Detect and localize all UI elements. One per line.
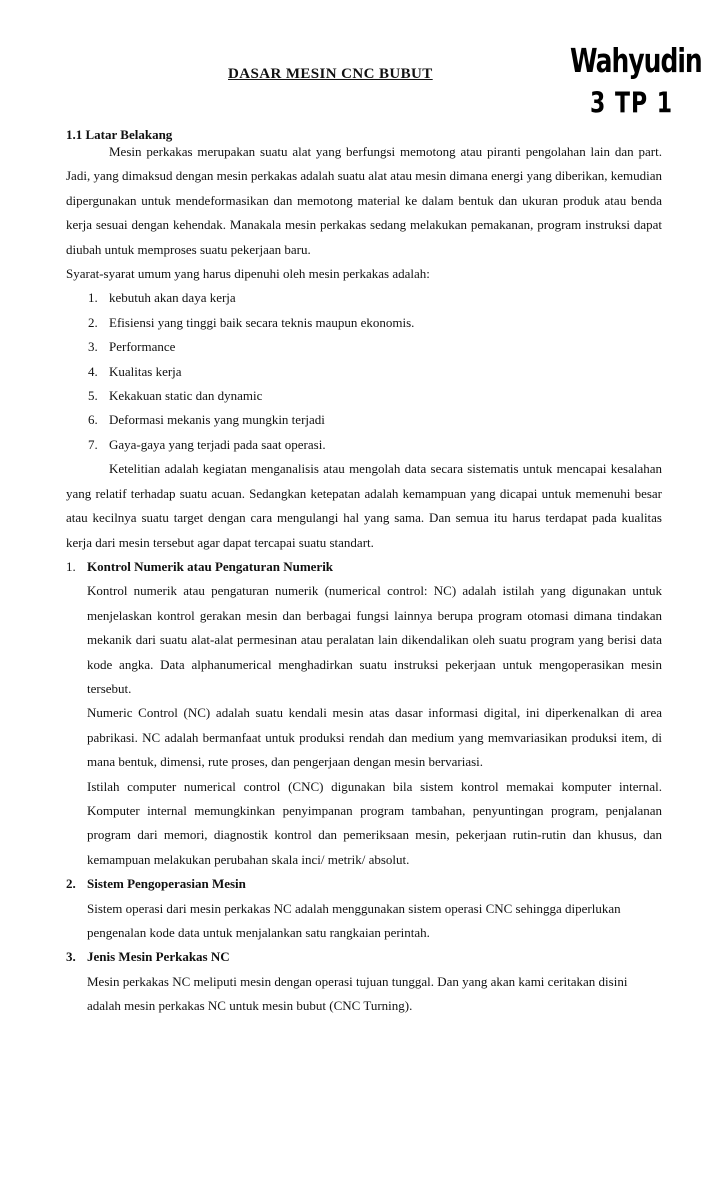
list-item-text: Performance	[109, 339, 176, 355]
subsection-title: Jenis Mesin Perkakas NC	[87, 949, 230, 965]
list-item-number: 6.	[88, 412, 98, 428]
list-item-text: Deformasi mekanis yang mungkin terjadi	[109, 412, 325, 428]
section-heading: 1.1 Latar Belakang	[66, 127, 173, 142]
subsection-paragraph: Istilah computer numerical control (CNC) digunakan bila sistem kontrol memakai komputer internal. Komputer internal memungkinkan penyimpanan program tambahan, penyuntingan program, penjalanan program dari memori, diagnostik kontrol dan pemeriksaan mesin, pekerjaan rutin-rutin dan khusus, dan kemampuan melakukan perubahan skala inci/ metrik/ absolut.	[87, 778, 662, 867]
list-item-number: 2.	[88, 314, 98, 330]
requirements-list	[66, 286, 662, 457]
subsection-number: 1.	[66, 558, 76, 574]
list-item-text: Efisiensi yang tinggi baik secara teknis maupun ekonomis.	[109, 314, 415, 330]
list-item	[66, 433, 662, 457]
list-item-text: kebutuh akan daya kerja	[109, 290, 236, 306]
list-item	[66, 286, 662, 310]
intro-paragraph: Mesin perkakas merupakan suatu alat yang berfungsi memotong atau piranti pengolahan lain dan part. Jadi, yang dimaksud dengan mesin perkakas adalah suatu alat atau mesin dimana energi yang diberikan, kemudian dipergunakan untuk mendeformasikan dan memotong material ke dalam bentuk dan ukuran produk atau benda kerja sesuai dengan kehendak. Manakala mesin perkakas sedang melakukan pemakanan, program instruksi dapat diubah untuk memproses suatu pekerjaan baru.	[66, 144, 662, 257]
list-item-number: 4.	[88, 363, 98, 379]
document-title: DASAR MESIN CNC BUBUT	[228, 66, 433, 82]
subsection-title: Sistem Pengoperasian Mesin	[87, 876, 246, 892]
list-item	[66, 311, 662, 335]
accuracy-paragraph: Ketelitian adalah kegiatan menganalisis atau mengolah data secara sistematis untuk mencapai kesalahan yang relatif terhadap suatu acuan. Sedangkan ketepatan adalah kemampuan yang dicapai untuk memenuhi besar atau kecilnya suatu target dengan cara mengulangi hal yang sama. Dan semua itu harus terdapat pada kualitas kerja dari mesin tersebut agar dapat tercapai suatu standart.	[66, 461, 662, 550]
list-item-number: 5.	[88, 388, 98, 404]
list-item-text: Gaya-gaya yang terjadi pada saat operasi.	[109, 436, 326, 452]
subsection-machine-types	[66, 945, 662, 1018]
subsection-paragraph: Kontrol numerik atau pengaturan numerik (numerical control: NC) adalah istilah yang digunakan untuk menjelaskan kontrol gerakan mesin dan berbagai fungsi lainnya berupa program otomasi dimana tindakan mekanik dari suatu alat-alat permesinan atau peralatan lain dikendalikan oleh suatu program yang berisi data kode angka. Data alphanumerical menghadirkan suatu instruksi pekerjaan untuk mengoperasikan mesin tersebut.	[87, 583, 662, 696]
subsection-operating-system	[66, 872, 662, 945]
author-class: 3 TP 1	[590, 88, 674, 121]
list-item-number: 1.	[88, 290, 98, 306]
list-item-number: 7.	[88, 436, 98, 452]
author-name: Wahyudin	[570, 42, 702, 80]
list-item-text: Kualitas kerja	[109, 363, 182, 379]
subsection-title: Kontrol Numerik atau Pengaturan Numerik	[87, 558, 334, 574]
list-item	[66, 408, 662, 432]
subsection-paragraph: Sistem operasi dari mesin perkakas NC adalah menggunakan sistem operasi CNC sehingga diperlukan pengenalan kode data untuk menjalankan satu rangkaian perintah.	[87, 900, 621, 940]
list-item	[66, 335, 662, 359]
subsection-numeric-control	[66, 555, 662, 872]
subsection-paragraph: Mesin perkakas NC meliputi mesin dengan operasi tujuan tunggal. Dan yang akan kami ceritakan disini adalah mesin perkakas NC untuk mesin bubut (CNC Turning).	[87, 973, 628, 1014]
list-item	[66, 360, 662, 384]
subsection-number: 3.	[66, 949, 76, 965]
subsection-number: 2.	[66, 876, 76, 892]
requirements-lead: Syarat-syarat umum yang harus dipenuhi oleh mesin perkakas adalah:	[66, 266, 430, 282]
list-item-text: Kekakuan static dan dynamic	[109, 388, 263, 404]
subsection-paragraph: Numeric Control (NC) adalah suatu kendali mesin atas dasar informasi digital, ini diperkenalkan di area pabrikasi. NC adalah bermanfaat untuk produksi rendah dan medium yang memvariasikan produksi item, di mana bentuk, dimensi, rute proses, dan pengerjaan dengan mesin bervariasi.	[87, 705, 662, 770]
list-item	[66, 384, 662, 408]
document-body	[66, 128, 662, 1019]
list-item-number: 3.	[88, 339, 98, 355]
